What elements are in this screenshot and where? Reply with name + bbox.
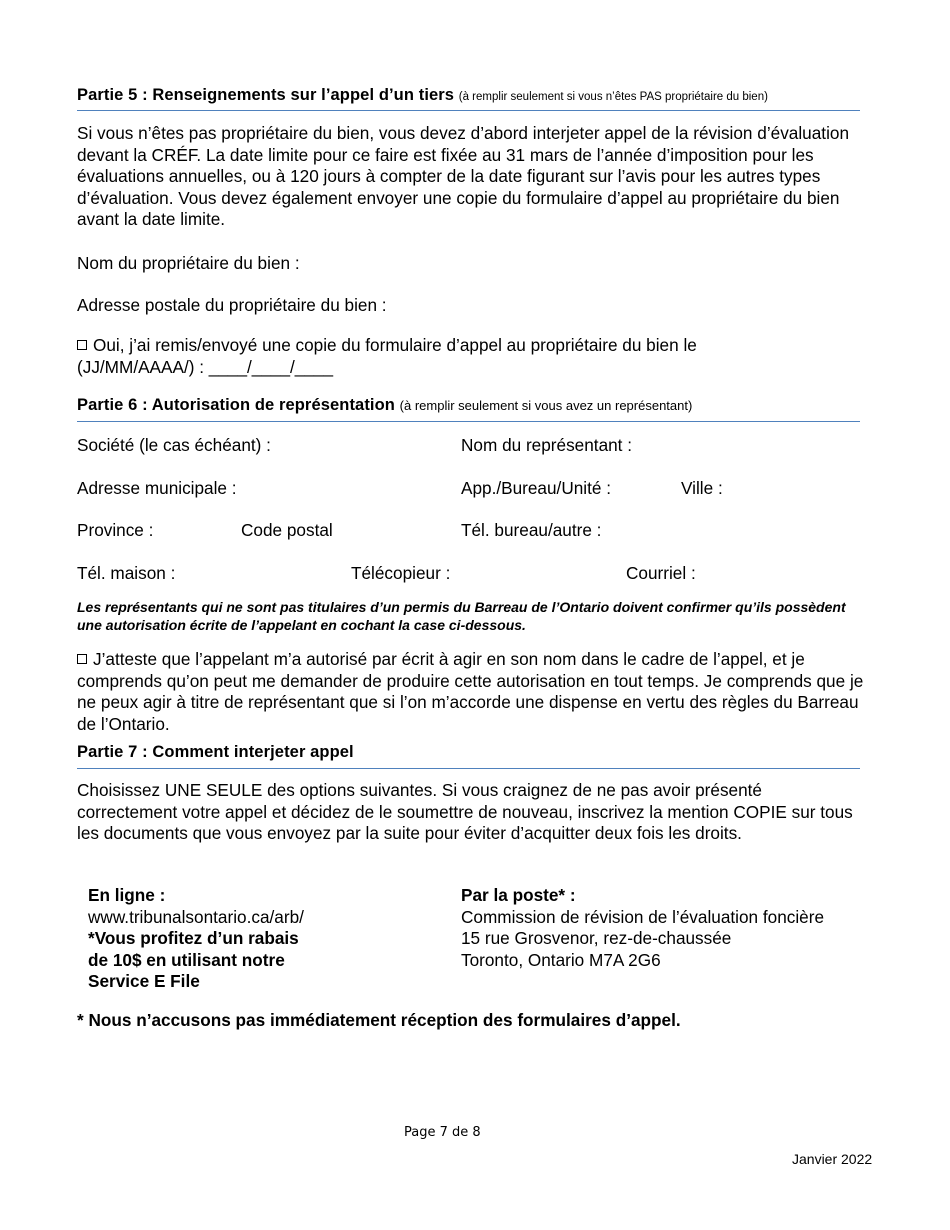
city-label: Ville :: [681, 478, 723, 498]
unit-label: App./Bureau/Unité :: [461, 478, 612, 498]
province-label: Province :: [77, 520, 154, 540]
home-phone-label: Tél. maison :: [77, 563, 176, 583]
online-discount-line2: de 10$ en utilisant notre: [88, 949, 285, 970]
part7-heading: Partie 7 : Comment interjeter appel: [77, 743, 354, 761]
part5-heading: [77, 86, 768, 105]
work-phone-label: Tél. bureau/autre :: [461, 520, 602, 540]
part5-divider: [77, 110, 860, 111]
part6-title: Partie 6 : Autorisation de représentation: [77, 396, 395, 414]
attestation-text: J’atteste que l’appelant m’a autorisé par écrit à agir en son nom dans le cadre de l’appel, et je comprends qu’on peut me demander de produire cette autorisation en tout temps. Je comprends que je ne peux agir à titre de représentant que si l’on m’accorde une dispense en vertu des règles du Barreau de l’Ontario.: [77, 649, 864, 734]
part7-divider: [77, 768, 860, 769]
mail-option: [461, 885, 871, 971]
part6-divider: [77, 421, 860, 422]
page-number: Page 7 de 8: [404, 1125, 481, 1140]
mail-address-line2: 15 rue Grosvenor, rez-de-chaussée: [461, 928, 732, 948]
email-label: Courriel :: [626, 563, 696, 583]
online-heading: En ligne :: [88, 885, 166, 905]
part5-title: Partie 5 : Renseignements sur l’appel d’un tiers: [77, 86, 455, 104]
owner-address-label: Adresse postale du propriétaire du bien :: [77, 295, 387, 315]
online-discount-line1: *Vous profitez d’un rabais: [88, 928, 299, 948]
postal-code-label: Code postal: [241, 520, 333, 540]
online-discount-line3: Service E File: [88, 971, 200, 991]
copy-sent-row: [77, 335, 697, 356]
online-option: [88, 885, 388, 993]
part6-note: (à remplir seulement si vous avez un représentant): [399, 398, 693, 413]
copy-sent-date: (JJ/MM/AAAA/) : ____/____/____: [77, 357, 334, 377]
part6-heading: [77, 396, 692, 415]
attestation-checkbox[interactable]: [77, 654, 87, 664]
footnote: * Nous n’accusons pas immédiatement réception des formulaires d’appel.: [77, 1010, 681, 1030]
owner-name-label: Nom du propriétaire du bien :: [77, 253, 300, 273]
representative-warning: Les représentants qui ne sont pas titulaires d’un permis du Barreau de l’Ontario doivent confirmer qu’ils possèdent une autorisation écrite de l’appelant en cochant la case ci-dessous.: [77, 599, 846, 633]
company-label: Société (le cas échéant) :: [77, 435, 271, 455]
fax-label: Télécopieur :: [351, 563, 451, 583]
mail-address-line1: Commission de révision de l’évaluation foncière: [461, 906, 825, 927]
street-address-label: Adresse municipale :: [77, 478, 237, 498]
part7-intro: Choisissez UNE SEULE des options suivantes. Si vous craignez de ne pas avoir présenté correctement votre appel et décidez de le soumettre de nouveau, inscrivez la mention COPIE sur tous les documents que vous envoyez par la suite pour éviter d’acquitter deux fois les droits.: [77, 780, 853, 843]
copy-sent-checkbox[interactable]: [77, 340, 87, 350]
part5-note: (à remplir seulement si vous n’êtes PAS propriétaire du bien): [458, 91, 768, 103]
copy-sent-label: Oui, j’ai remis/envoyé une copie du formulaire d’appel au propriétaire du bien le: [93, 335, 697, 355]
revision-date: Janvier 2022: [792, 1151, 873, 1167]
attestation: [77, 649, 867, 735]
rep-name-label: Nom du représentant :: [461, 435, 633, 455]
mail-address-line3: Toronto, Ontario M7A 2G6: [461, 949, 661, 970]
online-url[interactable]: www.tribunalsontario.ca/arb/: [88, 906, 304, 927]
part5-intro: Si vous n’êtes pas propriétaire du bien, vous devez d’abord interjeter appel de la révision d’évaluation devant la CRÉF. La date limite pour ce faire est fixée au 31 mars de l’année d’imposition pour les évaluations annuelles, ou à 120 jours à compter de la date figurant sur l’avis pour les autres types d’évaluation. Vous devez également envoyer une copie du formulaire d’appel au propriétaire du bien avant la date limite.: [77, 123, 850, 229]
mail-heading: Par la poste* :: [461, 885, 576, 905]
